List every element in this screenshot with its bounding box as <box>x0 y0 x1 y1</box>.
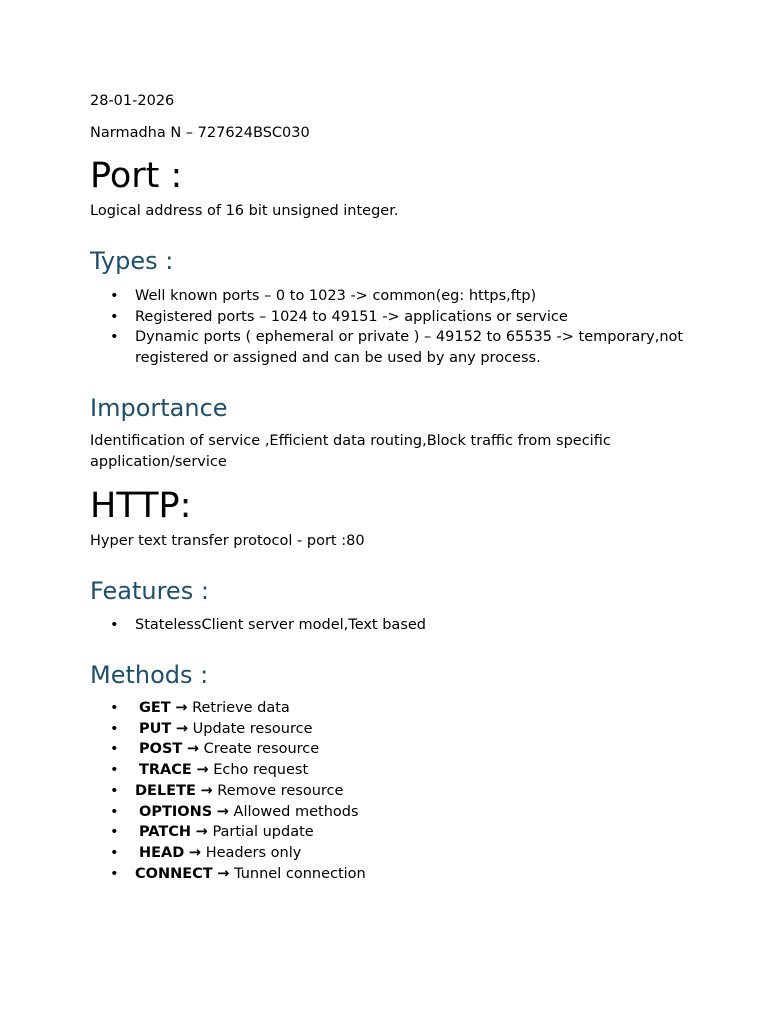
features-list <box>90 615 690 636</box>
method-item <box>90 843 690 864</box>
methods-heading: Methods : <box>90 661 209 689</box>
arrow-icon: → <box>175 700 188 716</box>
document-date: 28-01-2026 <box>90 93 175 109</box>
list-item-text: Registered ports – 1024 to 49151 -> applications or service <box>135 308 568 325</box>
arrow-icon: → <box>188 844 202 861</box>
port-title: Port : <box>90 156 183 196</box>
http-title: HTTP: <box>90 486 192 526</box>
method-name: PATCH <box>139 824 192 841</box>
method-name: DELETE <box>135 782 196 799</box>
method-description: Tunnel connection <box>234 865 366 882</box>
types-list <box>90 286 690 369</box>
method-name: OPTIONS <box>139 803 213 820</box>
arrow-icon: → <box>217 865 230 882</box>
arrow-icon: → <box>186 741 200 758</box>
features-heading: Features : <box>90 577 209 605</box>
bullet: • <box>110 803 119 820</box>
method-description: Retrieve data <box>192 700 290 716</box>
importance-text: Identification of service ,Efficient data routing,Block traffic from specific application/service <box>90 433 611 470</box>
method-item <box>90 719 690 740</box>
bullet: • <box>110 329 119 346</box>
method-description: Headers only <box>205 844 302 861</box>
method-item <box>90 698 690 719</box>
bullet: • <box>110 762 119 779</box>
bullet: • <box>110 720 119 737</box>
list-item-text: StatelessClient server model,Text based <box>135 617 426 633</box>
method-description: Allowed methods <box>233 803 359 820</box>
method-item <box>90 822 690 843</box>
method-name: GET <box>139 700 171 716</box>
arrow-icon: → <box>195 824 208 841</box>
port-description: Logical address of 16 bit unsigned integer. <box>90 203 399 219</box>
method-name: CONNECT <box>135 865 213 882</box>
bullet: • <box>110 700 119 716</box>
method-description: Echo request <box>213 762 309 779</box>
arrow-icon: → <box>175 720 189 737</box>
method-item <box>90 760 690 781</box>
methods-list <box>90 698 690 884</box>
method-name: HEAD <box>139 844 185 861</box>
method-item <box>90 802 690 823</box>
bullet: • <box>110 865 119 882</box>
types-heading: Types : <box>90 247 174 275</box>
list-item-text: Dynamic ports ( ephemeral or private ) – 49152 to 65535 -> temporary,not registered or assigned and can be used by any process. <box>135 329 684 367</box>
method-name: TRACE <box>139 762 192 779</box>
method-description: Partial update <box>212 824 314 841</box>
importance-heading: Importance <box>90 394 228 422</box>
bullet: • <box>110 308 119 325</box>
arrow-icon: → <box>216 803 229 820</box>
list-item <box>90 286 690 307</box>
method-name: PUT <box>139 720 172 737</box>
method-item <box>90 739 690 760</box>
arrow-icon: → <box>200 782 213 799</box>
method-item <box>90 781 690 802</box>
http-description: Hyper text transfer protocol - port :80 <box>90 533 365 549</box>
arrow-icon: → <box>196 762 209 779</box>
list-item-text: Well known ports – 0 to 1023 -> common(eg: https,ftp) <box>135 288 537 304</box>
method-item <box>90 864 690 885</box>
bullet: • <box>110 617 119 633</box>
method-name: POST <box>139 741 183 758</box>
author-line: Narmadha N – 727624BSC030 <box>90 125 310 141</box>
list-item <box>90 615 690 636</box>
bullet: • <box>110 288 119 304</box>
bullet: • <box>110 824 119 841</box>
list-item <box>90 307 690 328</box>
method-description: Update resource <box>192 720 313 737</box>
bullet: • <box>110 782 119 799</box>
method-description: Create resource <box>203 741 320 758</box>
list-item <box>90 327 690 368</box>
bullet: • <box>110 844 119 861</box>
method-description: Remove resource <box>217 782 344 799</box>
bullet: • <box>110 741 119 758</box>
